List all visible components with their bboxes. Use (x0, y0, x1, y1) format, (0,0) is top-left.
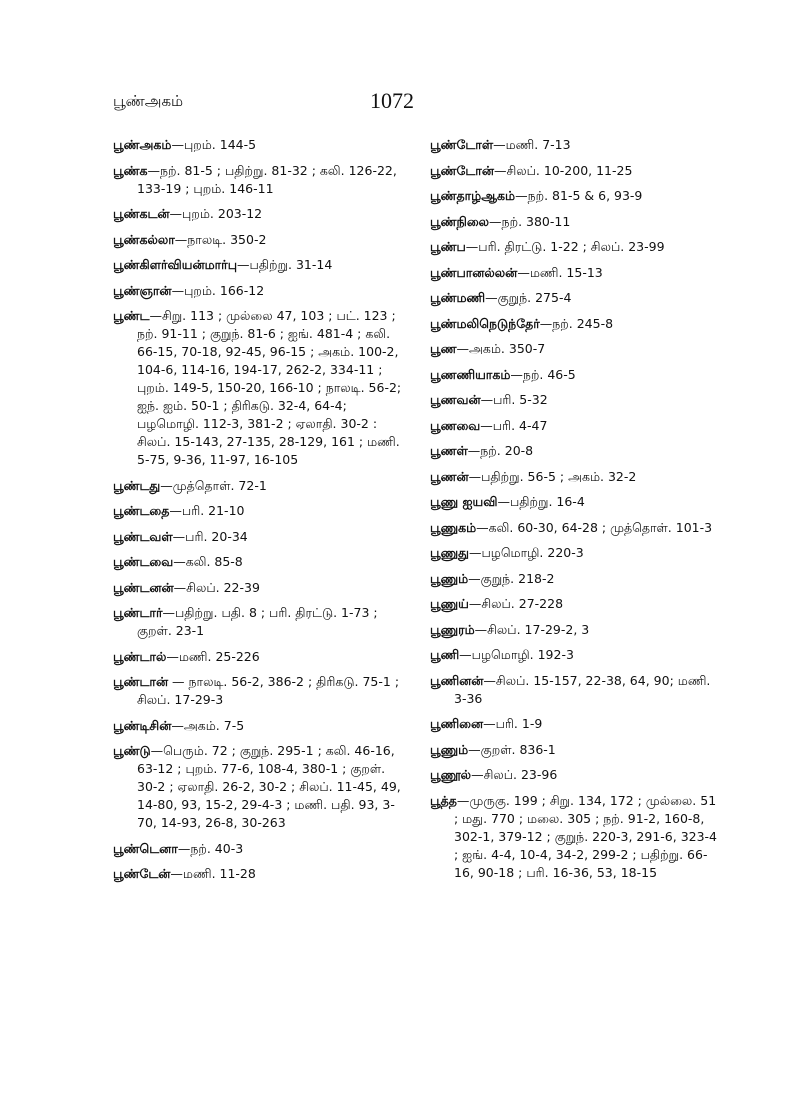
references: — நாலடி. 56-2, 386-2 ; திரிகடு. 75-1 ; சிலப். 17-29-3 (137, 674, 400, 707)
index-entry (113, 673, 403, 709)
index-entry (430, 315, 720, 333)
index-entry (430, 213, 720, 231)
index-entry (430, 741, 720, 759)
references: —கலி. 60-30, 64-28 ; முத்தொள். 101-3 (476, 519, 713, 535)
references: —மணி. 15-13 (517, 264, 603, 280)
headword: பூண்க (113, 162, 148, 178)
references: —சிலப். 17-29-2, 3 (474, 621, 590, 637)
headword: பூண்ஞான் (113, 282, 172, 298)
headword: பூண்டோள் (430, 137, 494, 152)
headword: பூண்டு (113, 743, 151, 758)
index-entry (430, 417, 720, 435)
headword: பூண்டேன் (113, 866, 171, 881)
references: —நற். 46-5 (510, 366, 576, 382)
headword: பூண்டவள் (113, 528, 173, 544)
references: —பதிற்று. 16-4 (497, 494, 585, 509)
index-entry (430, 187, 720, 205)
index-entry (113, 477, 403, 495)
headword: பூணினன் (430, 672, 484, 688)
index-entry (113, 604, 403, 640)
references: —சிலப். 27-228 (468, 596, 564, 611)
references: —சிலப். 10-200, 11-25 (493, 162, 633, 178)
references: —நற். 81-5 ; பதிற்று. 81-32 ; கலி. 126-22, 133-19 ; புறம். 146-11 (137, 162, 397, 196)
references: —பரி. 21-10 (169, 503, 245, 518)
references: —கலி. 85-8 (173, 554, 243, 569)
references: —பெரும். 72 ; குறுந். 295-1 ; கலி. 46-16, 63-12 ; புறம். 77-6, 108-4, 380-1 ; குறள். 30-2 ; ஏலாதி. 26-2, 30-2 ; சிலப். 11-45, 49, 14-80, 93, 15-2, 29-4-3 ; மணி. பதி. 93, 3-70, 14-93, 26-8, 30-263 (137, 743, 401, 830)
references: —சிலப். 15-157, 22-38, 64, 90; மணி. 3-36 (454, 672, 711, 706)
headword: பூண்டிசின் (113, 717, 172, 733)
headword: பூண்டால் (113, 648, 167, 664)
references: —நாலடி. 350-2 (174, 231, 267, 247)
index-entry (430, 595, 720, 613)
references: —பதிற்று. பதி. 8 ; பரி. திரட்டு. 1-73 ; குறள். 23-1 (137, 605, 378, 638)
references: —நற். 380-11 (489, 213, 571, 229)
index-entry (430, 544, 720, 562)
headword: பூண்டனன் (113, 579, 174, 595)
references: —குறுந். 275-4 (485, 290, 572, 305)
references: —பரி. 1-9 (483, 716, 543, 731)
headword: பூண்டான் (113, 674, 169, 689)
headword: பூணுரம் (430, 621, 475, 637)
references: —பழமொழி. 220-3 (468, 545, 584, 560)
left-column (113, 136, 403, 891)
headword: பூணுது (430, 545, 469, 560)
running-head: பூண்அகம் (113, 92, 184, 110)
index-entry (430, 264, 720, 282)
headword: பூணுய் (430, 596, 469, 611)
index-entry (430, 792, 720, 882)
index-entry (430, 366, 720, 384)
headword: பூண்கிளர்வியன்மார்பு (113, 257, 238, 272)
index-entry (113, 307, 403, 469)
references: —நற். 245-8 (539, 315, 614, 331)
index-entry (430, 621, 720, 639)
headword: பூணும் (430, 741, 469, 757)
references: —நற். 40-3 (177, 840, 244, 856)
headword: பூண்நிலை (430, 213, 490, 229)
references: —மணி. 11-28 (170, 866, 256, 881)
page-number: 1072 (370, 88, 414, 113)
references: —பரி. 20-34 (172, 528, 248, 544)
index-entry (113, 742, 403, 832)
headword: பூத்த (430, 792, 457, 808)
references: —முருகு. 199 ; சிறு. 134, 172 ; முல்லை. 51 ; மது. 770 ; மலை. 305 ; நற். 91-2, 160-8, 302-1, 379-12 ; குறுந். 220-3, 291-6, 323-4 ; ஐங். 4-4, 10-4, 34-2, 299-2 ; பதிற்று. 66-16, 90-18 ; பரி. 16-36, 53, 18-15 (454, 792, 718, 880)
references: —நற். 20-8 (467, 443, 534, 458)
index-entry (113, 282, 403, 300)
index-entry (113, 553, 403, 571)
headword: பூணள் (430, 443, 468, 458)
index-entry (113, 136, 403, 154)
headword: பூண்அகம் (113, 137, 172, 152)
references: —சிலப். 22-39 (173, 579, 260, 595)
index-entry (113, 231, 403, 249)
index-entry (430, 493, 720, 511)
index-entry (113, 162, 403, 198)
references: —மணி. 25-226 (166, 648, 260, 664)
references: —பரி. 5-32 (480, 392, 548, 407)
references: —சிலப். 23-96 (471, 767, 558, 782)
references: —பதிற்று. 31-14 (237, 257, 333, 272)
index-entry (430, 468, 720, 486)
index-entry (430, 646, 720, 664)
index-entry (430, 672, 720, 708)
headword: பூண்டது (113, 477, 161, 493)
index-entry (430, 570, 720, 588)
headword: பூண்பானல்லன் (430, 264, 518, 280)
references: —புறம். 166-12 (171, 282, 265, 298)
index-entry (113, 717, 403, 735)
headword: பூண்கல்லா (113, 231, 175, 247)
headword: பூண்டார் (113, 605, 163, 620)
headword: பூணூல் (430, 767, 472, 782)
headword: பூணவை (430, 417, 481, 433)
index-entry (113, 648, 403, 666)
headword: பூணவன் (430, 392, 481, 407)
headword: பூணும் (430, 570, 469, 586)
index-entry (430, 238, 720, 256)
references: —நற். 81-5 & 6, 93-9 (515, 188, 643, 203)
headword: பூணினை (430, 716, 484, 731)
headword: பூண்டெனா (113, 840, 178, 856)
headword: பூண்டோன் (430, 162, 494, 178)
headword: பூணு ஐயவி (430, 494, 498, 509)
references: —குறுந். 218-2 (468, 570, 555, 586)
references: —புறம். 144-5 (171, 137, 257, 152)
index-entry (430, 715, 720, 733)
headword: பூணி (430, 647, 460, 662)
headword: பூண்தாழ்ஆகம் (430, 188, 516, 203)
index-entry (430, 162, 720, 180)
references: —முத்தொள். 72-1 (160, 477, 267, 493)
references: —குறள். 836-1 (468, 741, 556, 757)
index-entry (113, 502, 403, 520)
headword: பூணுகம் (430, 519, 477, 535)
headword: பூணணியாகம் (430, 366, 511, 382)
index-entry (430, 136, 720, 154)
index-entry (113, 579, 403, 597)
references: —புறம். 203-12 (169, 206, 263, 221)
references: —அகம். 7-5 (171, 717, 245, 733)
references: —மணி. 7-13 (493, 137, 571, 152)
headword: பூண்டவை (113, 554, 174, 569)
references: —பரி. 4-47 (480, 417, 548, 433)
index-entry (113, 205, 403, 223)
references: —அகம். 350-7 (456, 341, 546, 356)
index-entry (430, 391, 720, 409)
headword: பூண (430, 341, 457, 356)
references: —சிறு. 113 ; முல்லை 47, 103 ; பட். 123 ; நற். 91-11 ; குறுந். 81-6 ; ஐங். 481-4 ; கலி. 66-15, 70-18, 92-45, 96-15 ; அகம். 100-2, 104-6, 114-16, 194-17, 262-2, 334-11 ; புறம். 149-5, 150-20, 166-10 ; நாலடி. 56-2; ஐந். ஐம். 50-1 ; திரிகடு. 32-4, 64-4; பழமொழி. 112-3, 381-2 ; ஏலாதி. 30-2 : சிலப். 15-143, 27-135, 28-129, 161 ; மணி. 5-75, 9-36, 11-97, 16-105 (137, 308, 402, 467)
headword: பூண்கடன் (113, 206, 170, 221)
index-entry (430, 442, 720, 460)
headword: பூண்டதை (113, 503, 170, 518)
index-entry (113, 840, 403, 858)
headword: பூணன் (430, 468, 469, 484)
index-entry (113, 528, 403, 546)
references: —பழமொழி. 192-3 (459, 647, 574, 662)
index-entry (113, 865, 403, 883)
references: —பதிற்று. 56-5 ; அகம். 32-2 (468, 468, 637, 484)
index-entry (430, 766, 720, 784)
index-entry (430, 340, 720, 358)
index-entry (113, 256, 403, 274)
references: —பரி. திரட்டு. 1-22 ; சிலப். 23-99 (465, 239, 665, 254)
index-entry (430, 519, 720, 537)
headword: பூண்ப (430, 239, 466, 254)
headword: பூண்ட (113, 308, 150, 323)
right-column (430, 136, 720, 889)
headword: பூண்மணி (430, 290, 486, 305)
index-entry (430, 289, 720, 307)
headword: பூண்மலிநெடுந்தேர் (430, 315, 540, 331)
